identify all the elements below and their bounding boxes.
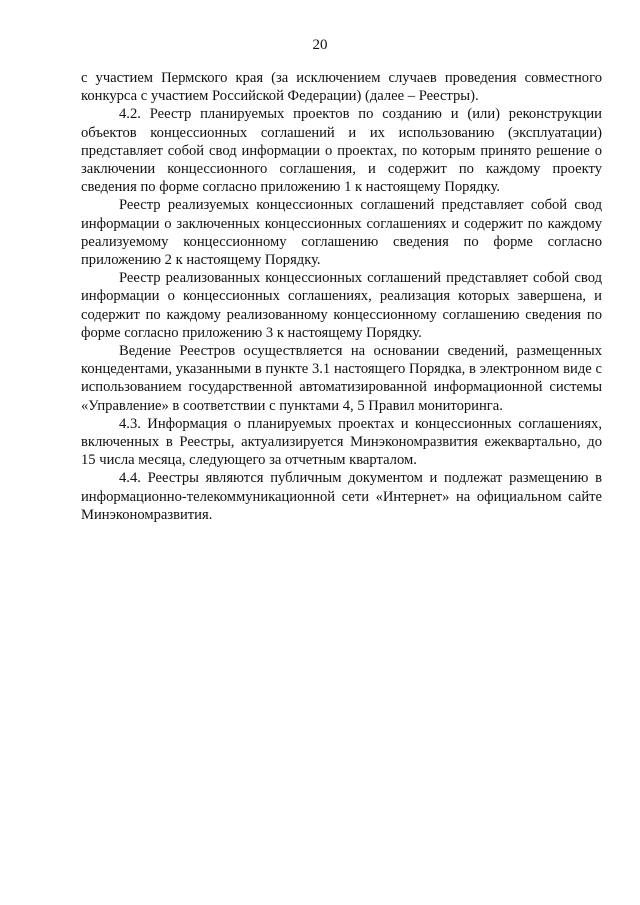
paragraph-4-3: 4.3. Информация о планируемых проектах и концессионных соглашениях, включенных в Реестры, актуализируется Минэкономразвития ежеквартально, до 15 числа месяца, следующего за отчетным кварталом.	[81, 415, 602, 469]
paragraph-4-4: 4.4. Реестры являются публичным документом и подлежат размещению в информационно-телекоммуникационной сети «Интернет» на официальном сайте Минэкономразвития.	[81, 470, 602, 523]
paragraph-registry-maintenance: Ведение Реестров осуществляется на основании сведений, размещенных концедентами, указанными в пункте 3.1 настоящего Порядка, в электронном виде с использованием государственной автоматизированной информационной системы «Управление» в соответствии с пунктами 4, 5 Правил мониторинга.	[81, 343, 602, 414]
paragraph-registry-completed: Реестр реализованных концессионных соглашений представляет собой свод информации о концессионных соглашениях, реализация которых завершена, и содержит по каждому реализованному концессионному соглашению сведения по форме согласно приложению 3 к настоящему Порядку.	[81, 270, 602, 341]
paragraph-registry-implemented: Реестр реализуемых концессионных соглашений представляет собой свод информации о заключенных концессионных соглашениях и содержит по каждому реализуемому концессионному соглашению сведения по форме согласно приложению 2 к настоящему Порядку.	[81, 197, 602, 269]
page-number: 20	[312, 37, 328, 53]
paragraph-continuation: с участием Пермского края (за исключением случаев проведения совместного конкурса с участием Российской Федерации) (далее – Реестры).	[81, 70, 602, 105]
paragraph-4-2: 4.2. Реестр планируемых проектов по созданию и (или) реконструкции объектов концессионных соглашений и их использованию (эксплуатации) представляет собой свод информации о проектах, по которым принято решение о заключении концессионного соглашения, и содержит по каждому проекту сведения по форме согласно приложению 1 к настоящему Порядку.	[81, 106, 602, 196]
document-body	[81, 69, 602, 524]
